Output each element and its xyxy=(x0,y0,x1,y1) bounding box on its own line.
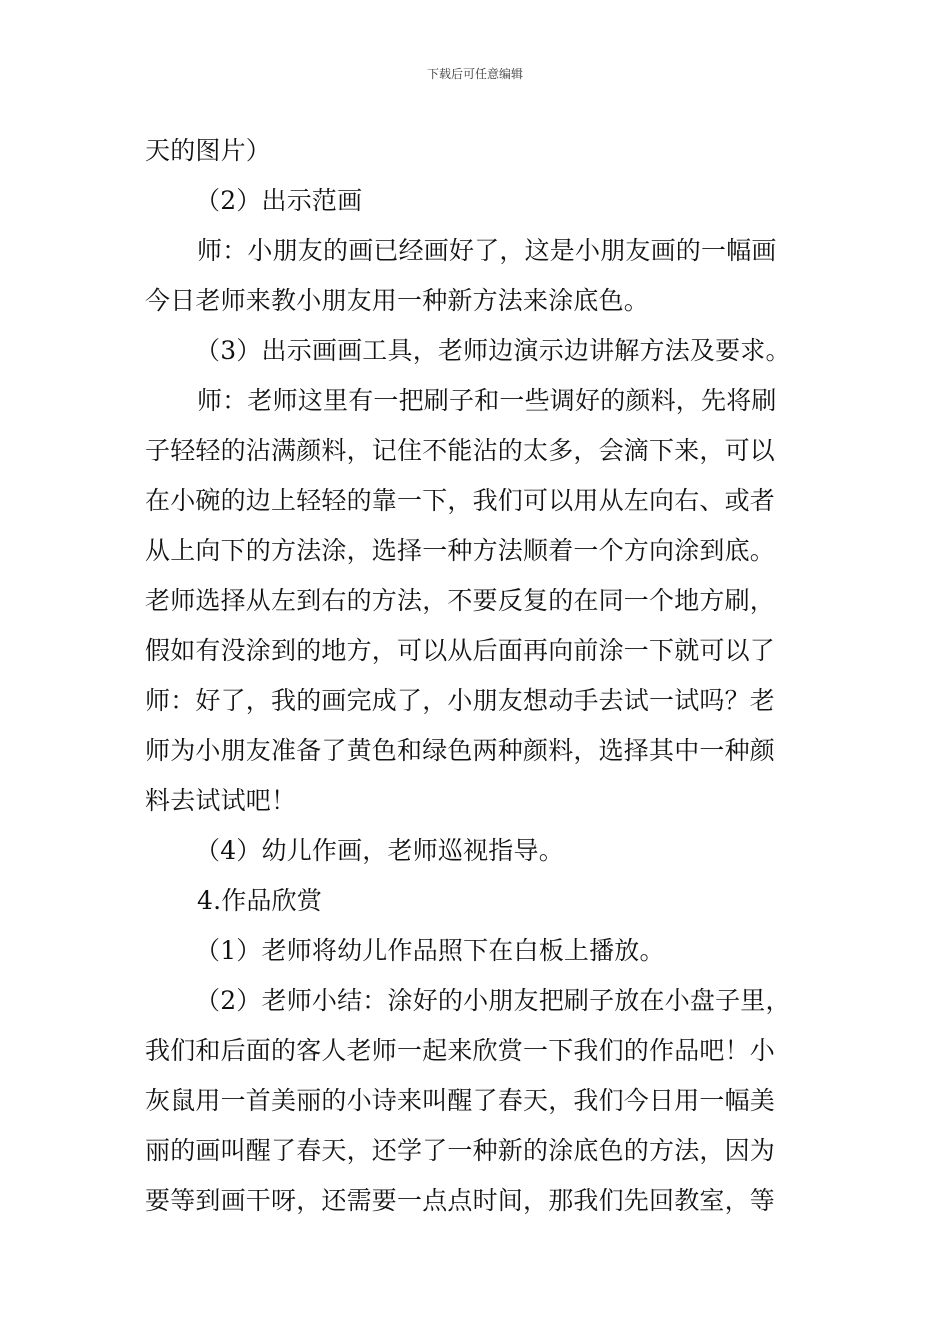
page-header: 下载后可任意编辑 xyxy=(426,67,523,81)
section-heading: 4.作品欣赏 xyxy=(197,886,323,915)
text-line: 师：好了，我的画完成了，小朋友想动手去试一试吗？老 xyxy=(145,686,776,715)
text-line: （4）幼儿作画，老师巡视指导。 xyxy=(195,836,564,865)
text-line: 老师选择从左到右的方法，不要反复的在同一个地方刷， xyxy=(145,586,776,615)
text-line: 我们和后面的客人老师一起来欣赏一下我们的作品吧！小 xyxy=(145,1036,776,1065)
text-line: 师为小朋友准备了黄色和绿色两种颜料，选择其中一种颜 xyxy=(145,736,776,765)
text-line: 料去试试吧！ xyxy=(145,786,297,815)
text-line: 从上向下的方法涂，选择一种方法顺着一个方向涂到底。 xyxy=(145,536,776,565)
text-line: 今日老师来教小朋友用一种新方法来涂底色。 xyxy=(145,286,650,315)
text-line: 假如有没涂到的地方，可以从后面再向前涂一下就可以了 xyxy=(145,636,776,665)
text-line: （2）老师小结：涂好的小朋友把刷子放在小盘子里， xyxy=(195,986,791,1015)
document-body xyxy=(145,126,813,1226)
text-line: 师：小朋友的画已经画好了，这是小朋友画的一幅画 xyxy=(197,236,777,265)
text-line: （3）出示画画工具，老师边演示边讲解方法及要求。 xyxy=(195,336,791,365)
text-line: 灰鼠用一首美丽的小诗来叫醒了春天，我们今日用一幅美 xyxy=(145,1086,776,1115)
text-line: 要等到画干呀，还需要一点点时间，那我们先回教室，等 xyxy=(145,1186,776,1215)
text-line: （1）老师将幼儿作品照下在白板上播放。 xyxy=(195,936,665,965)
text-line: 天的图片） xyxy=(145,136,272,165)
text-line: 子轻轻的沾满颜料，记住不能沾的太多，会滴下来，可以 xyxy=(145,436,776,465)
text-line: （2）出示范画 xyxy=(195,186,363,215)
text-line: 在小碗的边上轻轻的靠一下，我们可以用从左向右、或者 xyxy=(145,486,776,515)
text-line: 师：老师这里有一把刷子和一些调好的颜料，先将刷 xyxy=(197,386,777,415)
text-line: 丽的画叫醒了春天，还学了一种新的涂底色的方法，因为 xyxy=(145,1136,776,1165)
